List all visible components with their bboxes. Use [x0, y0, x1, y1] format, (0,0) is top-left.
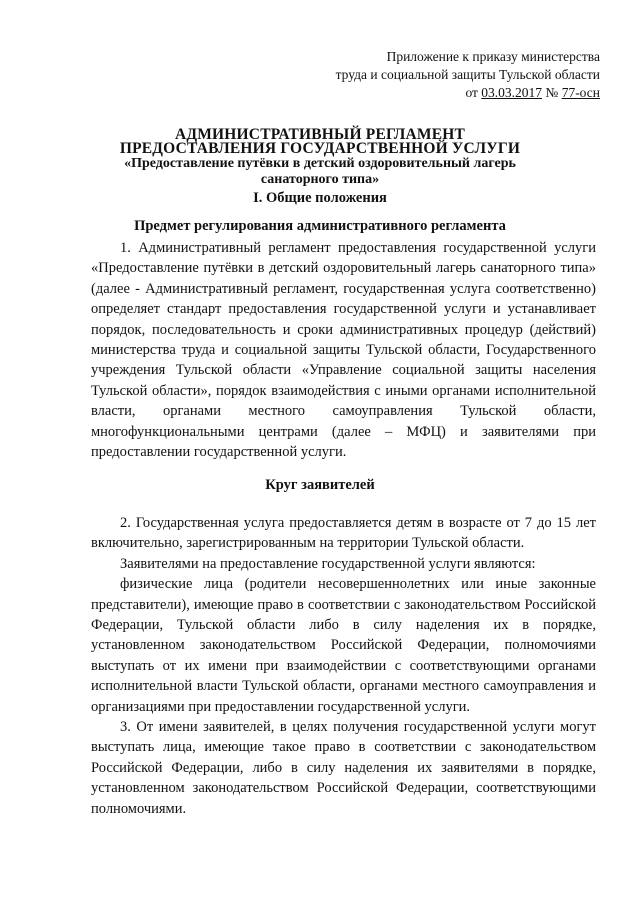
title-line-2: ПРЕДОСТАВЛЕНИЯ ГОСУДАРСТВЕННОЙ УСЛУГИ	[119, 140, 521, 157]
subsection-heading-subject: Предмет регулирования административного регламента	[134, 218, 506, 234]
appendix-line-2: труда и социальной защиты Тульской области	[335, 67, 600, 82]
appendix-line-1: Приложение к приказу министерства	[386, 49, 600, 64]
order-number: 77-осн	[561, 85, 600, 100]
paragraph-3: Заявителями на предоставление государственной услуги являются:	[120, 555, 536, 572]
paragraph-5: 3. От имени заявителей, в целях получения государственной услуги могут выступать лица, имеющие такое право в соответствии с законодательством Российской Федерации, либо в силу наделения их заявителями в порядке, установленном законодательством Российской Федерации, соответствующими полномочиями.	[91, 719, 596, 817]
order-date: 03.03.2017	[481, 85, 543, 100]
order-number-label: №	[542, 85, 562, 100]
paragraph-2: 2. Государственная услуга предоставляется детям в возрасте от 7 до 15 лет включительно, зарегистрированным на территории Тульской области.	[91, 515, 596, 552]
section-heading-general: I. Общие положения	[253, 190, 387, 206]
paragraph-block-2	[91, 513, 596, 819]
appendix-prefix: от	[465, 85, 482, 100]
appendix-line-3	[280, 84, 600, 102]
title-line-3: «Предоставление путёвки в детский оздоровительный лагерь	[124, 156, 516, 171]
paragraph-block-1	[91, 238, 596, 462]
title-line-1: АДМИНИСТРАТИВНЫЙ РЕГЛАМЕНТ	[174, 126, 466, 143]
paragraph-1: 1. Административный регламент предоставления государственной услуги «Предоставление путёвки в детский оздоровительный лагерь санаторного типа» (далее - Административный регламент, государственная услуга соответственно) определяет стандарт предоставления государственной услуги и устанавливает порядок, последовательность и сроки административных процедур (действий) министерства труда и социальной защиты Тульской области, Государственного учреждения Тульской области «Управление социальной защиты населения Тульской области», порядок взаимодействия с иными органами исполнительной власти, органами местного самоуправления Тульской области, многофункциональными центрами (далее – МФЦ) и заявителями при предоставлении государственной услуги.	[91, 240, 596, 461]
subsection-heading-applicants: Круг заявителей	[265, 477, 375, 493]
title-line-4: санаторного типа»	[260, 172, 380, 187]
paragraph-4: физические лица (родители несовершеннолетних или иные законные представители), имеющие право в соответствии с законодательством Российской Федерации, Тульской области либо в силу наделения их в порядке, установленном законодательством Российской Федерации, полномочиями выступать от их имени при взаимодействии с соответствующими органами исполнительной власти Тульской области, органами местного самоуправления и организациями при предоставлении государственной услуги.	[91, 576, 596, 715]
appendix-note	[280, 48, 600, 102]
